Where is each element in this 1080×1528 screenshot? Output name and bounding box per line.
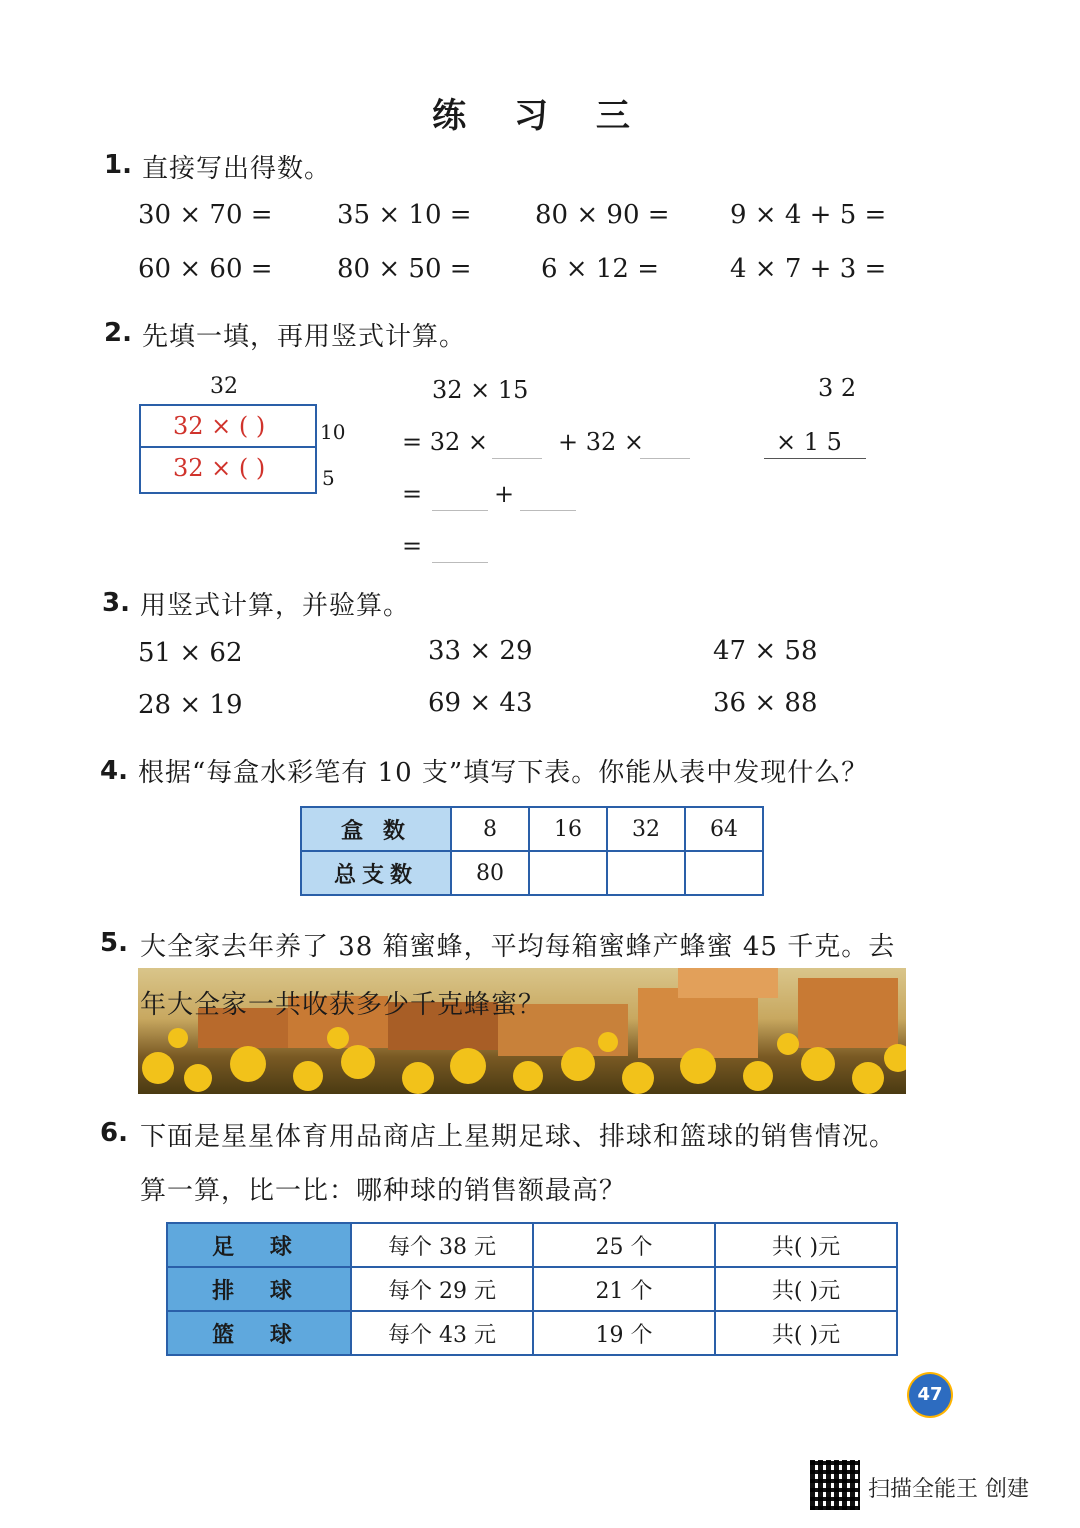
q3-number: 3. (102, 588, 130, 618)
q2-line: 32 × 15 (432, 376, 529, 404)
q1-expr: 6 × 12 = (541, 254, 659, 284)
q3-expr: 36 × 88 (713, 688, 818, 718)
q2-blank[interactable] (640, 458, 690, 459)
q2-blank[interactable] (432, 562, 488, 563)
q2-blank[interactable] (492, 458, 542, 459)
table-header-cell: 盒 数 (301, 807, 451, 851)
q6-table (166, 1222, 898, 1356)
q2-vertical-bottom: × 1 5 (776, 428, 842, 456)
q4-number: 4. (100, 756, 128, 786)
q3-expr: 69 × 43 (428, 688, 533, 718)
price-cell: 每个 29 元 (351, 1267, 533, 1311)
q2-line: + 32 × (558, 428, 645, 456)
table-cell-blank[interactable] (685, 851, 763, 895)
q1-expr: 35 × 10 = (337, 200, 472, 230)
q3-expr: 33 × 29 (428, 636, 533, 666)
q2-blank[interactable] (520, 510, 576, 511)
q1-expr: 30 × 70 = (138, 200, 273, 230)
page-number-badge: 47 (909, 1374, 951, 1416)
total-cell[interactable]: 共( )元 (715, 1223, 897, 1267)
ball-name: 排 球 (167, 1267, 351, 1311)
q2-side-label: 5 (322, 466, 335, 490)
total-cell[interactable]: 共( )元 (715, 1311, 897, 1355)
q1-expr: 9 × 4 + 5 = (730, 200, 887, 230)
q1-number: 1. (104, 150, 132, 180)
q5-text-line2: 年大全家一共收获多少千克蜂蜜？ (140, 990, 546, 1020)
scanner-watermark: 扫描全能王 创建 (868, 1477, 1029, 1502)
q3-text: 用竖式计算，并验算。 (140, 591, 411, 621)
ball-name: 足 球 (167, 1223, 351, 1267)
q2-text: 先填一填，再用竖式计算。 (142, 322, 467, 352)
q2-line: = 32 × (402, 428, 489, 456)
q2-split-expr: 32 × ( ) (173, 454, 266, 482)
q2-split-row (141, 406, 315, 446)
q2-line: + (494, 480, 515, 508)
qty-cell: 21 个 (533, 1267, 715, 1311)
q1-text: 直接写出得数。 (142, 154, 332, 184)
q1-expr: 80 × 90 = (535, 200, 670, 230)
table-row (167, 1223, 897, 1267)
table-cell: 32 (607, 807, 685, 851)
q2-split-row (141, 446, 315, 488)
total-cell[interactable]: 共( )元 (715, 1267, 897, 1311)
q5-text-line1: 大全家去年养了 38 箱蜜蜂，平均每箱蜜蜂产蜂蜜 45 千克。去 (140, 932, 896, 962)
q2-line: = (402, 480, 423, 508)
table-cell: 64 (685, 807, 763, 851)
table-header-cell: 总支数 (301, 851, 451, 895)
table-cell: 80 (451, 851, 529, 895)
q5-number: 5. (100, 928, 128, 958)
table-cell: 16 (529, 807, 607, 851)
table-cell-blank[interactable] (607, 851, 685, 895)
q2-split-box (139, 404, 317, 494)
table-row (167, 1311, 897, 1355)
q2-box-top: 32 (210, 374, 238, 399)
q2-vertical-top: 3 2 (818, 374, 857, 402)
q3-expr: 51 × 62 (138, 638, 243, 668)
q2-number: 2. (104, 318, 132, 348)
table-cell: 8 (451, 807, 529, 851)
q2-split-expr: 32 × ( ) (173, 412, 266, 440)
q1-expr: 4 × 7 + 3 = (730, 254, 887, 284)
q4-table (300, 806, 764, 896)
q6-text-line1: 下面是星星体育用品商店上星期足球、排球和篮球的销售情况。 (140, 1122, 897, 1152)
q1-expr: 80 × 50 = (337, 254, 472, 284)
qr-code-icon (810, 1460, 860, 1510)
q2-blank[interactable] (432, 510, 488, 511)
price-cell: 每个 43 元 (351, 1311, 533, 1355)
price-cell: 每个 38 元 (351, 1223, 533, 1267)
qty-cell: 25 个 (533, 1223, 715, 1267)
ball-name: 篮 球 (167, 1311, 351, 1355)
table-row (301, 807, 763, 851)
q2-side-label: 10 (320, 420, 346, 444)
table-row (167, 1267, 897, 1311)
q4-text: 根据“每盒水彩笔有 10 支”填写下表。你能从表中发现什么？ (138, 758, 869, 788)
page-title: 练 习 三 (432, 96, 648, 136)
q3-expr: 28 × 19 (138, 690, 243, 720)
qty-cell: 19 个 (533, 1311, 715, 1355)
q6-number: 6. (100, 1118, 128, 1148)
q1-expr: 60 × 60 = (138, 254, 273, 284)
q6-text-line2: 算一算，比一比：哪种球的销售额最高？ (140, 1176, 627, 1206)
q3-expr: 47 × 58 (713, 636, 818, 666)
table-cell-blank[interactable] (529, 851, 607, 895)
q2-vertical-rule (764, 458, 866, 459)
table-row (301, 851, 763, 895)
q2-line: = (402, 532, 423, 560)
